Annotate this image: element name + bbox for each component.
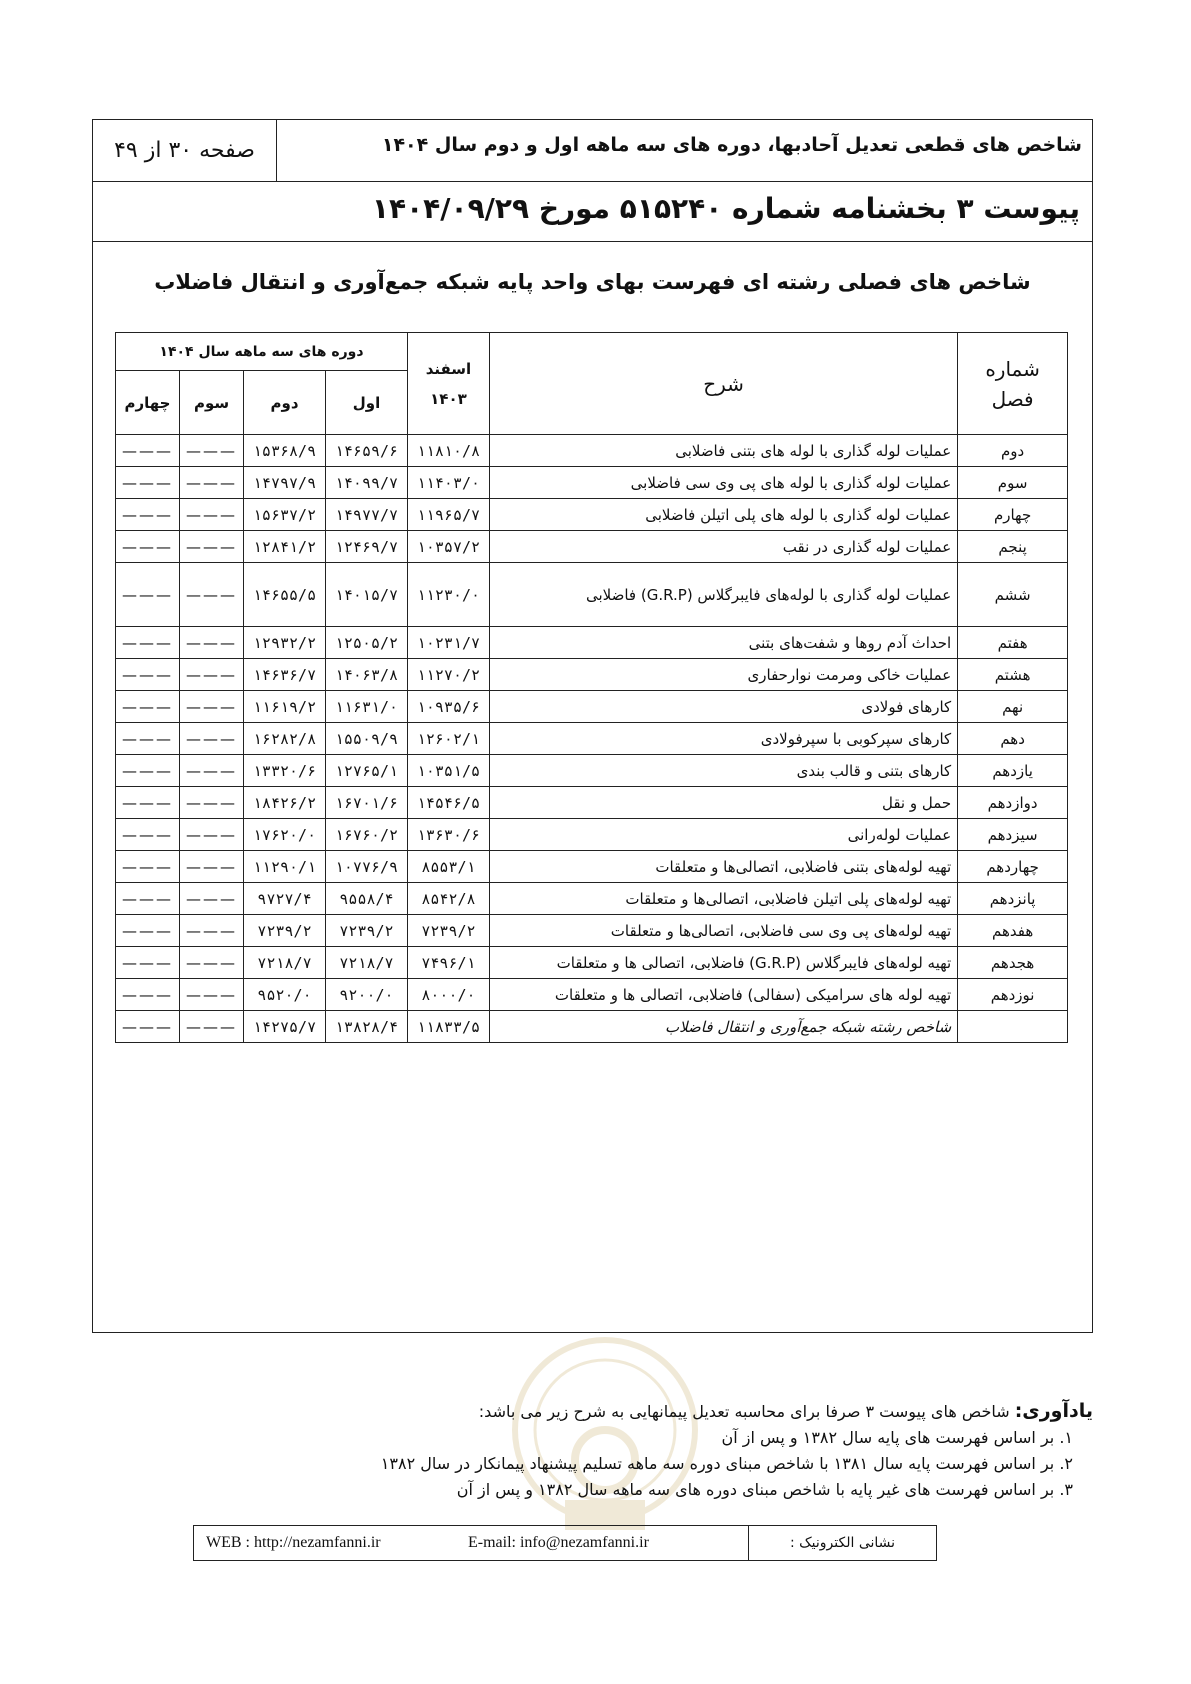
- cell-esfand: ۱۰۹۳۵/۶: [407, 691, 489, 723]
- table-row: [116, 531, 1068, 563]
- cell-chapter: چهارم: [958, 499, 1068, 531]
- cell-q1: ۱۰۷۷۶/۹: [326, 851, 408, 883]
- table-row: [116, 755, 1068, 787]
- cell-description: عملیات لوله گذاری با لوله های پی وی سی فاضلابی: [489, 467, 957, 499]
- notes-title: یادآوری:: [1014, 1400, 1093, 1422]
- table-row: [116, 659, 1068, 691]
- cell-q4: ———: [116, 531, 180, 563]
- notes-intro: شاخص های پیوست ۳ صرفا برای محاسبه تعدیل پیمانهایی به شرح زیر می باشد:: [478, 1402, 1015, 1421]
- cell-q1: ۷۲۳۹/۲: [326, 915, 408, 947]
- table-row: [116, 691, 1068, 723]
- header-description: شرح: [489, 333, 957, 435]
- cell-description: عملیات لوله گذاری در نقب: [489, 531, 957, 563]
- cell-q1: ۱۴۰۱۵/۷: [326, 563, 408, 627]
- cell-chapter: پانزدهم: [958, 883, 1068, 915]
- note-item: ۱. بر اساس فهرست های پایه سال ۱۳۸۲ و پس از آن: [721, 1428, 1073, 1447]
- cell-description: احداث آدم روها و شفت‌های بتنی: [489, 627, 957, 659]
- cell-chapter: هجدهم: [958, 947, 1068, 979]
- cell-q1: ۱۱۶۳۱/۰: [326, 691, 408, 723]
- notes-block: [213, 1398, 1093, 1503]
- cell-q4: ———: [116, 563, 180, 627]
- cell-q1: ۱۶۷۶۰/۲: [326, 819, 408, 851]
- cell-q2: ۱۲۸۴۱/۲: [244, 531, 326, 563]
- cell-q4: ———: [116, 755, 180, 787]
- cell-chapter: نهم: [958, 691, 1068, 723]
- cell-description: عملیات لوله گذاری با لوله های بتنی فاضلابی: [489, 435, 957, 467]
- table-row: [116, 947, 1068, 979]
- cell-q3: ———: [180, 915, 244, 947]
- cell-q1: ۱۴۰۶۳/۸: [326, 659, 408, 691]
- index-table: [115, 332, 1068, 1043]
- cell-q1: ۱۲۷۶۵/۱: [326, 755, 408, 787]
- contact-label: نشانی الکترونیک :: [748, 1526, 936, 1560]
- cell-esfand: ۱۴۵۴۶/۵: [407, 787, 489, 819]
- cell-q2: ۷۲۳۹/۲: [244, 915, 326, 947]
- table-row: [116, 435, 1068, 467]
- header-q4: چهارم: [116, 371, 180, 435]
- total-q1: ۱۳۸۲۸/۴: [326, 1011, 408, 1043]
- table-row: [116, 563, 1068, 627]
- cell-q1: ۷۲۱۸/۷: [326, 947, 408, 979]
- cell-description: تهیه لوله‌های پلی اتیلن فاضلابی، اتصالی‌ها و متعلقات: [489, 883, 957, 915]
- cell-q4: ———: [116, 851, 180, 883]
- cell-q1: ۹۵۵۸/۴: [326, 883, 408, 915]
- cell-q3: ———: [180, 883, 244, 915]
- table-row: [116, 979, 1068, 1011]
- cell-q2: ۱۴۶۵۵/۵: [244, 563, 326, 627]
- total-row: [116, 1011, 1068, 1043]
- cell-q2: ۱۶۲۸۲/۸: [244, 723, 326, 755]
- cell-chapter-empty: [958, 1011, 1068, 1043]
- cell-q4: ———: [116, 435, 180, 467]
- cell-description: تهیه لوله های سرامیکی (سفالی) فاضلابی، اتصالی ها و متعلقات: [489, 979, 957, 1011]
- total-q4: ———: [116, 1011, 180, 1043]
- header-row: [93, 120, 1092, 182]
- cell-q3: ———: [180, 979, 244, 1011]
- cell-q4: ———: [116, 979, 180, 1011]
- header-periods-group: دوره های سه ماهه سال ۱۴۰۴: [116, 333, 408, 371]
- cell-description: کارهای بتنی و قالب بندی: [489, 755, 957, 787]
- cell-description: حمل و نقل: [489, 787, 957, 819]
- cell-chapter: ششم: [958, 563, 1068, 627]
- table-row: [116, 915, 1068, 947]
- cell-q2: ۷۲۱۸/۷: [244, 947, 326, 979]
- cell-q4: ———: [116, 787, 180, 819]
- circular-row: [93, 182, 1092, 242]
- cell-chapter: هفتم: [958, 627, 1068, 659]
- cell-q3: ———: [180, 691, 244, 723]
- email-link[interactable]: E-mail: info@nezamfanni.ir: [468, 1534, 649, 1551]
- circular-reference: پیوست ۳ بخشنامه شماره ۵۱۵۲۴۰ مورخ ۱۴۰۴/۰۹/۲۹: [371, 192, 1080, 225]
- cell-chapter: پنجم: [958, 531, 1068, 563]
- cell-q2: ۱۷۶۲۰/۰: [244, 819, 326, 851]
- cell-chapter: هفدهم: [958, 915, 1068, 947]
- cell-chapter: سوم: [958, 467, 1068, 499]
- cell-q4: ———: [116, 627, 180, 659]
- cell-chapter: یازدهم: [958, 755, 1068, 787]
- cell-q3: ———: [180, 787, 244, 819]
- cell-esfand: ۸۰۰۰/۰: [407, 979, 489, 1011]
- page-number: صفحه ۳۰ از ۴۹: [93, 120, 277, 181]
- cell-q2: ۱۴۶۳۶/۷: [244, 659, 326, 691]
- header-q3: سوم: [180, 371, 244, 435]
- cell-q2: ۱۱۲۹۰/۱: [244, 851, 326, 883]
- table-row: [116, 723, 1068, 755]
- cell-q3: ———: [180, 851, 244, 883]
- table-row: [116, 851, 1068, 883]
- cell-q4: ———: [116, 819, 180, 851]
- table-row: [116, 819, 1068, 851]
- cell-q4: ———: [116, 659, 180, 691]
- cell-q1: ۱۵۵۰۹/۹: [326, 723, 408, 755]
- cell-esfand: ۱۱۴۰۳/۰: [407, 467, 489, 499]
- note-item: ۳. بر اساس فهرست های غیر پایه با شاخص مبنای دوره های سه ماهه سال ۱۳۸۲ و پس از آن: [456, 1480, 1073, 1499]
- cell-q3: ———: [180, 435, 244, 467]
- contact-box: [193, 1525, 937, 1561]
- cell-chapter: نوزدهم: [958, 979, 1068, 1011]
- table-row: [116, 787, 1068, 819]
- cell-q4: ———: [116, 915, 180, 947]
- table-row: [116, 467, 1068, 499]
- cell-description: عملیات لوله گذاری با لوله‌های فایبرگلاس (G.R.P) فاضلابی: [489, 563, 957, 627]
- cell-q3: ———: [180, 819, 244, 851]
- header-esfand: اسفند ۱۴۰۳: [407, 333, 489, 435]
- cell-q1: ۱۲۵۰۵/۲: [326, 627, 408, 659]
- cell-esfand: ۱۱۹۶۵/۷: [407, 499, 489, 531]
- cell-chapter: دهم: [958, 723, 1068, 755]
- cell-esfand: ۱۲۶۰۲/۱: [407, 723, 489, 755]
- cell-q3: ———: [180, 947, 244, 979]
- cell-q2: ۱۲۹۳۲/۲: [244, 627, 326, 659]
- cell-description: تهیه لوله‌های پی وی سی فاضلابی، اتصالی‌ها و متعلقات: [489, 915, 957, 947]
- cell-q3: ———: [180, 467, 244, 499]
- cell-esfand: ۸۵۵۳/۱: [407, 851, 489, 883]
- cell-esfand: ۷۲۳۹/۲: [407, 915, 489, 947]
- cell-q2: ۱۵۳۶۸/۹: [244, 435, 326, 467]
- cell-q3: ———: [180, 531, 244, 563]
- cell-esfand: ۱۱۲۳۰/۰: [407, 563, 489, 627]
- cell-q2: ۱۱۶۱۹/۲: [244, 691, 326, 723]
- cell-q1: ۱۴۶۵۹/۶: [326, 435, 408, 467]
- cell-q3: ———: [180, 755, 244, 787]
- total-q2: ۱۴۲۷۵/۷: [244, 1011, 326, 1043]
- cell-q4: ———: [116, 467, 180, 499]
- cell-q3: ———: [180, 499, 244, 531]
- total-label: شاخص رشته شبکه جمع‌آوری و انتقال فاضلاب: [489, 1011, 957, 1043]
- header-chapter: شماره فصل: [958, 333, 1068, 435]
- cell-description: کارهای فولادی: [489, 691, 957, 723]
- cell-description: تهیه لوله‌های بتنی فاضلابی، اتصالی‌ها و متعلقات: [489, 851, 957, 883]
- table-row: [116, 627, 1068, 659]
- cell-esfand: ۱۱۲۷۰/۲: [407, 659, 489, 691]
- cell-q3: ———: [180, 627, 244, 659]
- cell-q4: ———: [116, 691, 180, 723]
- cell-esfand: ۷۴۹۶/۱: [407, 947, 489, 979]
- cell-esfand: ۱۰۲۳۱/۷: [407, 627, 489, 659]
- header-q1: اول: [326, 371, 408, 435]
- cell-q3: ———: [180, 563, 244, 627]
- cell-description: عملیات لوله گذاری با لوله های پلی اتیلن فاضلابی: [489, 499, 957, 531]
- cell-description: تهیه لوله‌های فایبرگلاس (G.R.P) فاضلابی، اتصالی ها و متعلقات: [489, 947, 957, 979]
- cell-esfand: ۱۳۶۳۰/۶: [407, 819, 489, 851]
- cell-chapter: سیزدهم: [958, 819, 1068, 851]
- table-row: [116, 883, 1068, 915]
- cell-q1: ۱۲۴۶۹/۷: [326, 531, 408, 563]
- note-item: ۲. بر اساس فهرست پایه سال ۱۳۸۱ با شاخص مبنای دوره سه ماهه تسلیم پیشنهاد پیمانکار در سال ۱۳۸۲: [380, 1454, 1073, 1473]
- header-q2: دوم: [244, 371, 326, 435]
- cell-q4: ———: [116, 883, 180, 915]
- cell-q2: ۱۸۴۲۶/۲: [244, 787, 326, 819]
- cell-q4: ———: [116, 499, 180, 531]
- total-esfand: ۱۱۸۳۳/۵: [407, 1011, 489, 1043]
- document-title: شاخص های قطعی تعدیل آحادبها، دوره های سه ماهه اول و دوم سال ۱۴۰۴: [381, 134, 1082, 156]
- cell-q1: ۱۴۹۷۷/۷: [326, 499, 408, 531]
- cell-q2: ۱۵۶۳۷/۲: [244, 499, 326, 531]
- cell-esfand: ۱۰۳۵۱/۵: [407, 755, 489, 787]
- web-link[interactable]: WEB : http://nezamfanni.ir: [206, 1534, 381, 1551]
- cell-description: عملیات لوله‌رانی: [489, 819, 957, 851]
- cell-chapter: دوازدهم: [958, 787, 1068, 819]
- cell-esfand: ۸۵۴۲/۸: [407, 883, 489, 915]
- cell-q4: ———: [116, 723, 180, 755]
- cell-chapter: هشتم: [958, 659, 1068, 691]
- cell-q2: ۹۵۲۰/۰: [244, 979, 326, 1011]
- cell-q1: ۱۶۷۰۱/۶: [326, 787, 408, 819]
- cell-q2: ۱۳۳۲۰/۶: [244, 755, 326, 787]
- cell-description: کارهای سپرکوبی با سپرفولادی: [489, 723, 957, 755]
- cell-q2: ۹۷۲۷/۴: [244, 883, 326, 915]
- cell-q3: ———: [180, 659, 244, 691]
- page-frame: [92, 119, 1093, 1333]
- cell-esfand: ۱۰۳۵۷/۲: [407, 531, 489, 563]
- cell-q1: ۹۲۰۰/۰: [326, 979, 408, 1011]
- cell-chapter: چهاردهم: [958, 851, 1068, 883]
- cell-q4: ———: [116, 947, 180, 979]
- cell-chapter: دوم: [958, 435, 1068, 467]
- cell-description: عملیات خاکی ومرمت نوارحفاری: [489, 659, 957, 691]
- table-row: [116, 499, 1068, 531]
- section-title: شاخص های فصلی رشته ای فهرست بهای واحد پایه شبکه جمع‌آوری و انتقال فاضلاب: [154, 270, 1031, 294]
- total-q3: ———: [180, 1011, 244, 1043]
- cell-q2: ۱۴۷۹۷/۹: [244, 467, 326, 499]
- cell-esfand: ۱۱۸۱۰/۸: [407, 435, 489, 467]
- cell-q3: ———: [180, 723, 244, 755]
- cell-q1: ۱۴۰۹۹/۷: [326, 467, 408, 499]
